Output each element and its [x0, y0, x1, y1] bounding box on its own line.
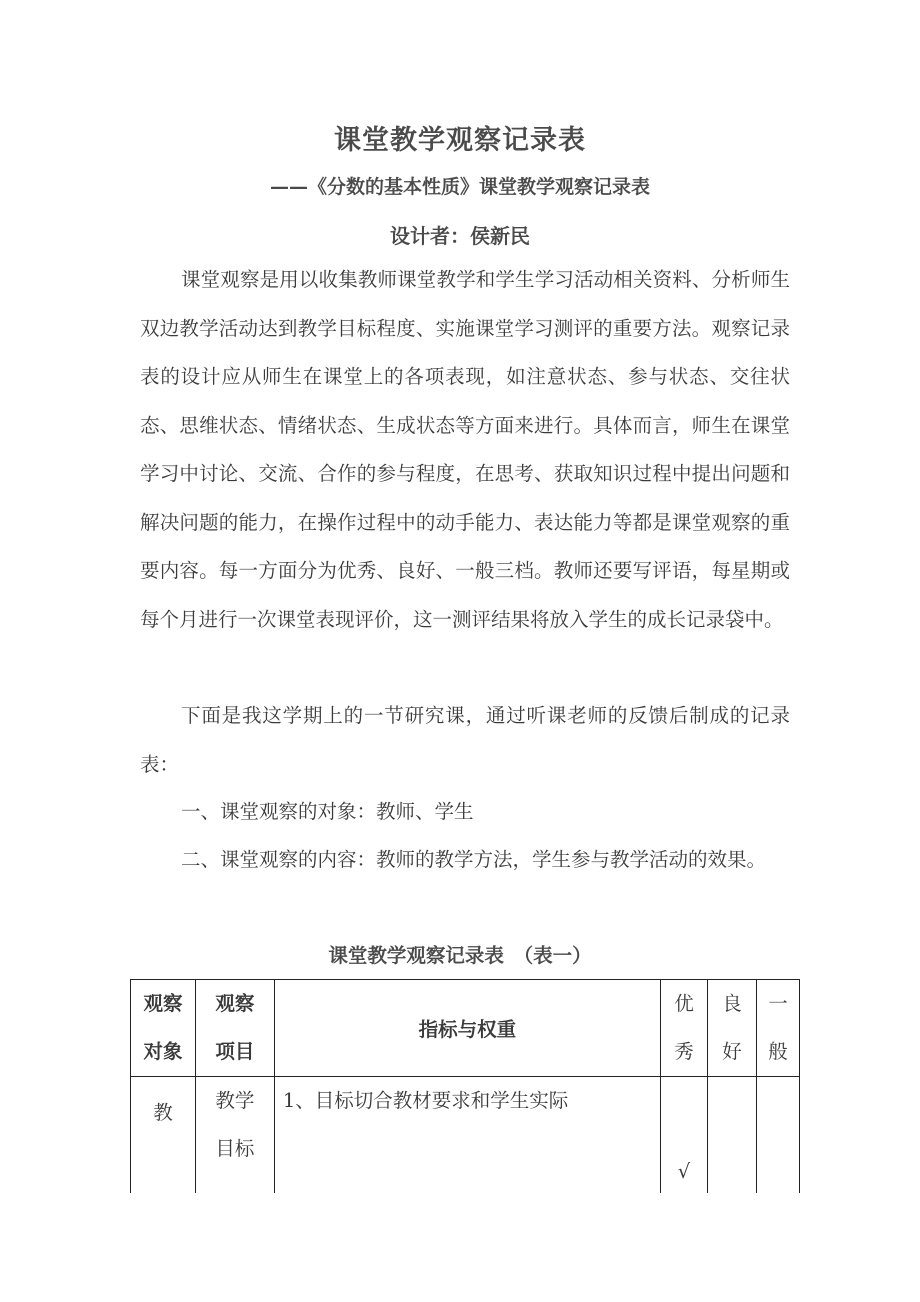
content-paragraph: 二、课堂观察的内容：教师的教学方法，学生参与教学活动的效果。	[181, 848, 767, 871]
document-title: 课堂教学观察记录表	[334, 125, 586, 156]
table-header-row	[131, 980, 800, 1077]
object-paragraph: 一、课堂观察的对象：教师、学生	[181, 800, 474, 823]
header-item: 观察项目	[215, 992, 255, 1063]
header-indicator: 指标与权重	[274, 980, 660, 1077]
row-excellent-check: √	[660, 1077, 707, 1194]
table-caption: 课堂教学观察记录表 （表一）	[328, 944, 592, 967]
document-subtitle: ——《分数的基本性质》课堂教学观察记录表	[269, 176, 650, 198]
row-average	[756, 1077, 799, 1194]
lead-paragraph: 下面是我这学期上的一节研究课，通过听课老师的反馈后制成的记录表：	[140, 704, 790, 776]
intro-paragraph: 课堂观察是用以收集教师课堂教学和学生学习活动相关资料、分析师生双边教学活动达到教学目标程度、实施课堂学习测评的重要方法。观察记录表的设计应从师生在课堂上的各项表现，如注意状态、参与状态、交往状态、思维状态、情绪状态、生成状态等方面来进行。具体而言，师生在课堂学习中讨论、交流、合作的参与程度，在思考、获取知识过程中提出问题和解决问题的能力，在操作过程中的动手能力、表达能力等都是课堂观察的重要内容。每一方面分为优秀、良好、一般三档。教师还要写评语，每星期或每个月进行一次课堂表现评价，这一测评结果将放入学生的成长记录袋中。	[140, 268, 790, 631]
header-object: 观察对象	[143, 992, 183, 1063]
header-average: 一般	[768, 992, 788, 1063]
designer-line: 设计者：侯新民	[390, 224, 530, 248]
table-row	[131, 1077, 800, 1194]
row-object: 教	[131, 1077, 196, 1194]
row-item: 教学目标	[215, 1089, 255, 1160]
header-good: 良好	[722, 992, 742, 1063]
row-good	[707, 1077, 756, 1194]
observation-table	[130, 979, 800, 1193]
row-indicator: 1、目标切合教材要求和学生实际	[274, 1077, 660, 1194]
header-excellent: 优秀	[674, 992, 694, 1063]
